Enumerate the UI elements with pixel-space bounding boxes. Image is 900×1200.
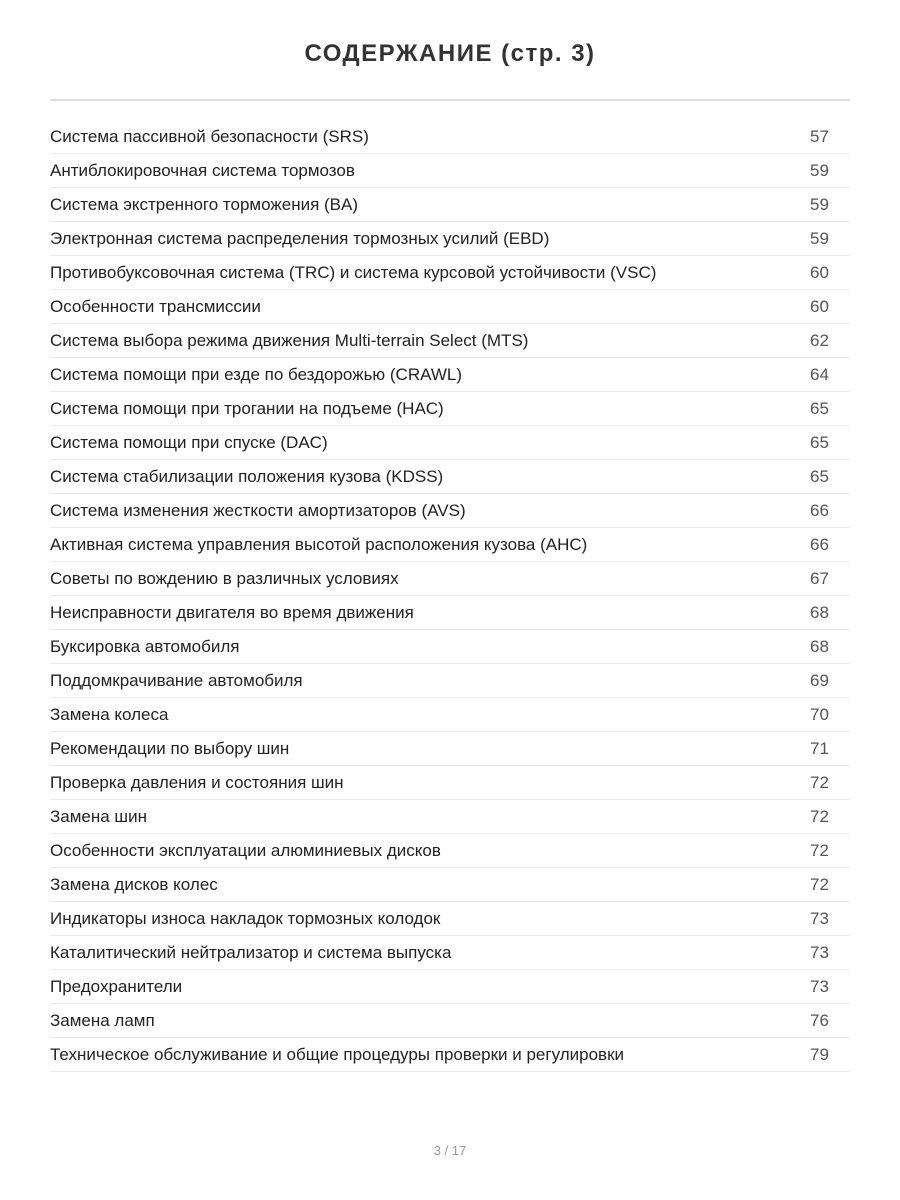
toc-entry[interactable] [50,460,850,494]
toc-entry-page-number: 70 [810,704,829,724]
toc-entry-title[interactable]: Советы по вождению в различных условиях [50,568,399,588]
toc-entry-title[interactable]: Система выбора режима движения Multi-terrain Select (MTS) [50,330,529,350]
toc-entry-page-number: 76 [810,1010,829,1030]
toc-entry-title[interactable]: Система пассивной безопасности (SRS) [50,126,369,146]
toc-entry-page-number: 73 [810,908,829,928]
title-divider [50,99,850,101]
toc-entry-page-number: 69 [810,670,829,690]
toc-entry-title[interactable]: Система помощи при спуске (DAC) [50,432,328,452]
toc-entry-title[interactable]: Проверка давления и состояния шин [50,772,344,792]
toc-entry[interactable] [50,120,850,154]
toc-entry-title[interactable]: Неисправности двигателя во время движения [50,602,414,622]
toc-entry-page-number: 67 [810,568,829,588]
toc-entry-page-number: 79 [810,1044,829,1064]
toc-entry-page-number: 72 [810,772,829,792]
toc-entry-title[interactable]: Антиблокировочная система тормозов [50,160,355,180]
toc-entry-page-number: 66 [810,500,829,520]
toc-entry-page-number: 65 [810,432,829,452]
toc-entry-title[interactable]: Рекомендации по выбору шин [50,738,290,758]
toc-entry-title[interactable]: Активная система управления высотой расположения кузова (AHC) [50,534,588,554]
toc-entry-page-number: 65 [810,466,829,486]
toc-entry[interactable] [50,222,850,256]
toc-entry-title[interactable]: Предохранители [50,976,183,996]
toc-entry-title[interactable]: Система помощи при езде по бездорожью (CRAWL) [50,364,462,384]
toc-entry[interactable] [50,766,850,800]
toc-entry-page-number: 68 [810,636,829,656]
toc-entry[interactable] [50,596,850,630]
toc-entry[interactable] [50,902,850,936]
toc-entry-title[interactable]: Техническое обслуживание и общие процедуры проверки и регулировки [50,1044,625,1064]
toc-entry-page-number: 73 [810,942,829,962]
toc-entry[interactable] [50,1004,850,1038]
toc-entry-page-number: 72 [810,874,829,894]
toc-entry[interactable] [50,290,850,324]
toc-entry-page-number: 64 [810,364,829,384]
toc-entry[interactable] [50,562,850,596]
toc-entry-title[interactable]: Замена шин [50,806,147,826]
toc-entry-page-number: 68 [810,602,829,622]
toc-entry-title[interactable]: Замена колеса [50,704,169,724]
toc-entry-page-number: 71 [810,738,829,758]
toc-entry-title[interactable]: Буксировка автомобиля [50,636,240,656]
toc-entry-title[interactable]: Особенности трансмиссии [50,296,261,316]
toc-entry-page-number: 59 [810,228,829,248]
toc-entry-title[interactable]: Замена ламп [50,1010,155,1030]
page-title: СОДЕРЖАНИЕ (стр. 3) [304,40,596,67]
toc-entry-page-number: 65 [810,398,829,418]
toc-entry[interactable] [50,256,850,290]
toc-entry-page-number: 57 [810,126,829,146]
toc-entry-title[interactable]: Противобуксовочная система (TRC) и система курсовой устойчивости (VSC) [50,262,657,282]
toc-entry[interactable] [50,800,850,834]
toc-entry-title[interactable]: Система экстренного торможения (BA) [50,194,359,214]
toc-entry-page-number: 72 [810,806,829,826]
toc-entry-page-number: 72 [810,840,829,860]
table-of-contents [50,120,850,1072]
toc-entry-title[interactable]: Система изменения жесткости амортизаторов (AVS) [50,500,466,520]
toc-entry[interactable] [50,834,850,868]
toc-entry[interactable] [50,154,850,188]
toc-entry-title[interactable]: Электронная система распределения тормозных усилий (EBD) [50,228,550,248]
toc-entry[interactable] [50,324,850,358]
toc-entry[interactable] [50,1038,850,1072]
toc-entry[interactable] [50,630,850,664]
toc-entry[interactable] [50,392,850,426]
toc-entry[interactable] [50,732,850,766]
toc-entry[interactable] [50,528,850,562]
toc-entry-title[interactable]: Система стабилизации положения кузова (KDSS) [50,466,444,486]
toc-entry-title[interactable]: Поддомкрачивание автомобиля [50,670,303,690]
toc-entry[interactable] [50,698,850,732]
toc-entry[interactable] [50,868,850,902]
toc-entry-title[interactable]: Каталитический нейтрализатор и система выпуска [50,942,452,962]
toc-entry-page-number: 60 [810,262,829,282]
page-counter: 3 / 17 [433,1143,467,1158]
toc-entry-title[interactable]: Замена дисков колес [50,874,218,894]
toc-entry[interactable] [50,664,850,698]
toc-entry-page-number: 66 [810,534,829,554]
toc-entry[interactable] [50,358,850,392]
toc-entry-page-number: 62 [810,330,829,350]
toc-entry-page-number: 73 [810,976,829,996]
toc-entry[interactable] [50,936,850,970]
toc-entry[interactable] [50,970,850,1004]
toc-entry-title[interactable]: Индикаторы износа накладок тормозных колодок [50,908,441,928]
toc-entry[interactable] [50,188,850,222]
toc-entry[interactable] [50,426,850,460]
toc-entry-page-number: 60 [810,296,829,316]
toc-entry-title[interactable]: Особенности эксплуатации алюминиевых дисков [50,840,441,860]
toc-entry-page-number: 59 [810,160,829,180]
toc-entry-page-number: 59 [810,194,829,214]
toc-entry-title[interactable]: Система помощи при трогании на подъеме (HAC) [50,398,444,418]
toc-entry[interactable] [50,494,850,528]
